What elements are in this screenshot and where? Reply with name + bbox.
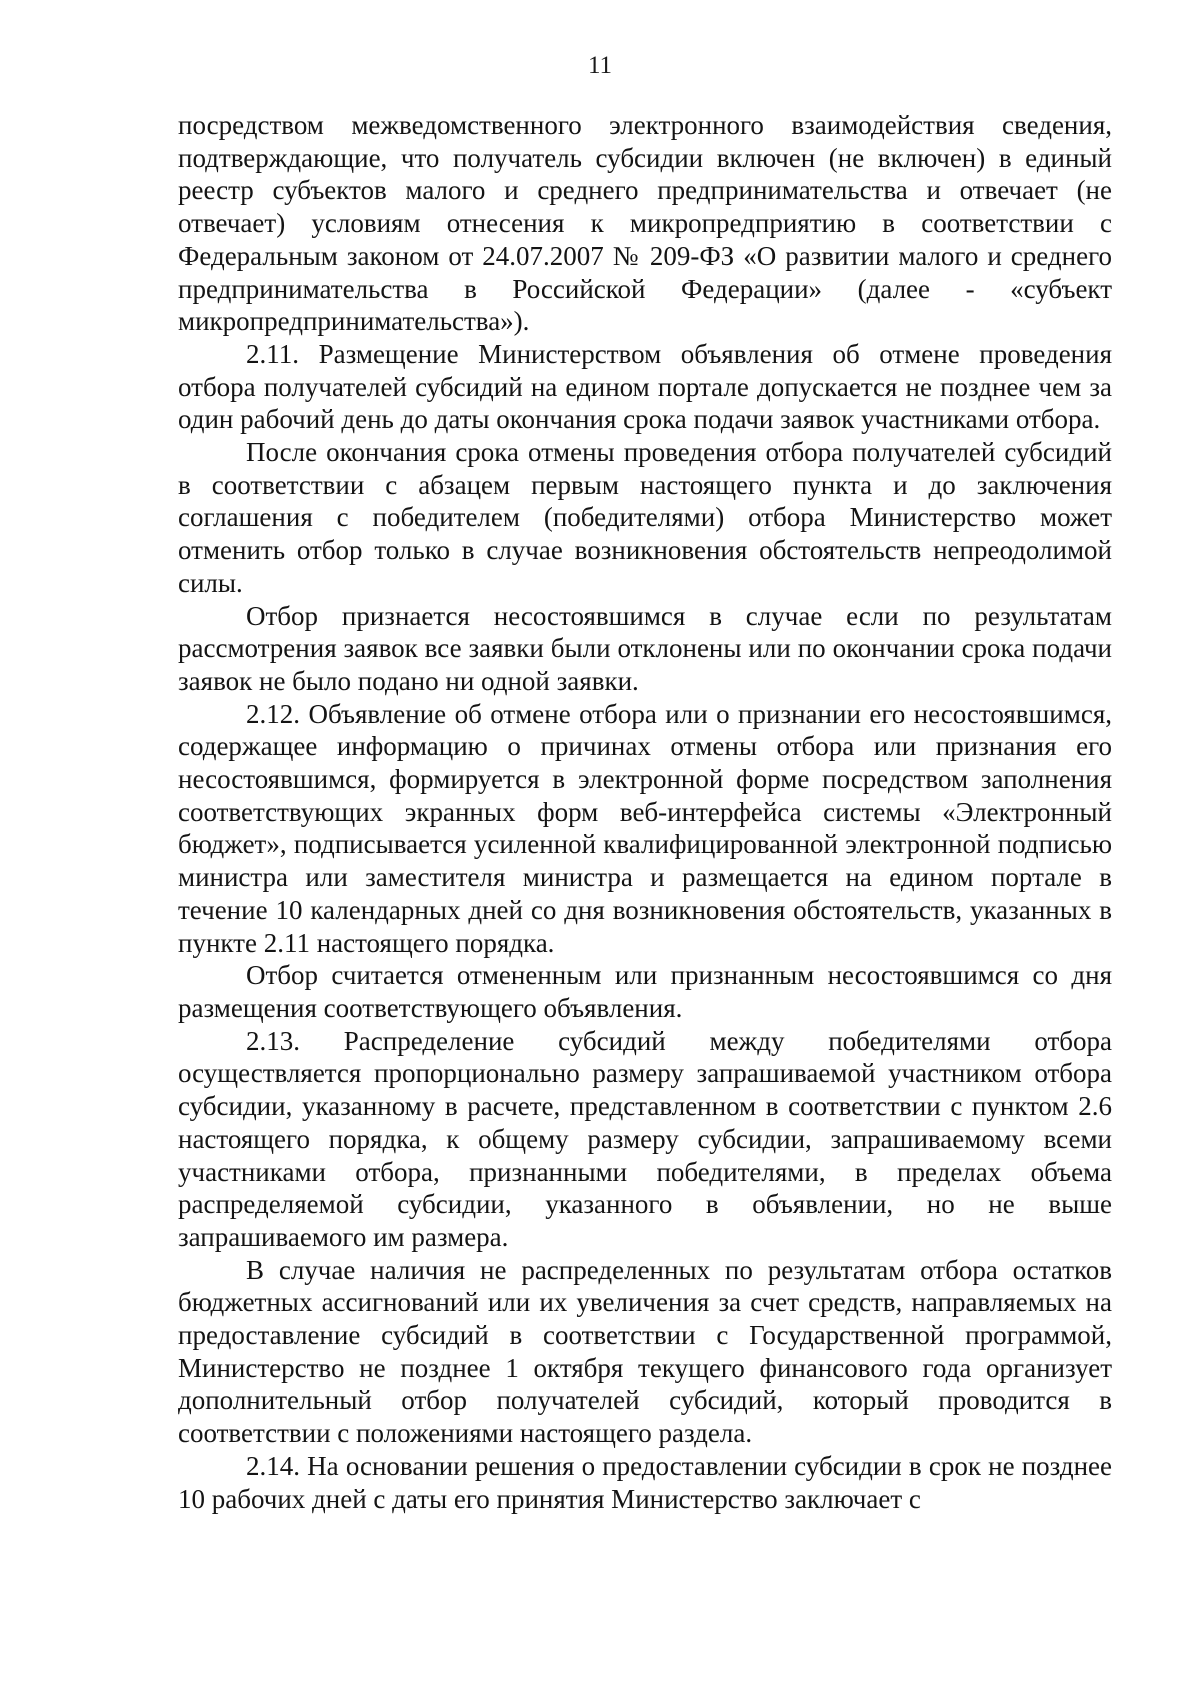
paragraph-clause-2-13: 2.13. Распределение субсидий между победителями отбора осуществляется пропорционально размеру запрашиваемой участником отбора субсидии, указанному в расчете, представленном в соответствии с пунктом 2.6 настоящего порядка, к общему размеру субсидии, запрашиваемому всеми участниками отбора, признанными победителями, в пределах объема распределяемой субсидии, указанного в объявлении, но не выше запрашиваемого им размера. — [178, 1025, 1112, 1252]
document-body — [178, 109, 1112, 1515]
paragraph-clause-2-14: 2.14. На основании решения о предоставлении субсидии в срок не позднее 10 рабочих дней с даты его принятия Министерство заключает с — [178, 1450, 1112, 1514]
paragraph-selection-cancelled-date: Отбор считается отмененным или признанным несостоявшимся со дня размещения соответствующего объявления. — [178, 960, 1112, 1023]
page-number: 11 — [587, 52, 613, 79]
paragraph-cancellation-after-deadline: После окончания срока отмены проведения отбора получателей субсидий в соответствии с абзацем первым настоящего пункта и до заключения соглашения с победителем (победителями) отбора Министерство может отменить отбор только в случае возникновения обстоятельств непреодолимой силы. — [178, 437, 1112, 598]
paragraph-additional-selection: В случае наличия не распределенных по результатам отбора остатков бюджетных ассигнований или их увеличения за счет средств, направляемых на предоставление субсидий в соответствии с Государственной программой, Министерство не позднее 1 октября текущего финансового года организует дополнительный отбор получателей субсидий, который проводится в соответствии с положениями настоящего раздела. — [178, 1254, 1112, 1449]
paragraph-clause-2-11: 2.11. Размещение Министерством объявления об отмене проведения отбора получателей субсидий на едином портале допускается не позднее чем за один рабочий день до даты окончания срока подачи заявок участниками отбора. — [178, 338, 1112, 435]
paragraph-selection-failed: Отбор признается несостоявшимся в случае если по результатам рассмотрения заявок все заявки были отклонены или по окончании срока подачи заявок не было подано ни одной заявки. — [178, 600, 1112, 696]
paragraph-clause-2-12: 2.12. Объявление об отмене отбора или о признании его несостоявшимся, содержащее информацию о причинах отмены отбора или признания его несостоявшимся, формируется в электронной форме посредством заполнения соответствующих экранных форм веб-интерфейса системы «Электронный бюджет», подписывается усиленной квалифицированной электронной подписью министра или заместителя министра и размещается на едином портале в течение 10 календарных дней со дня возникновения обстоятельств, указанных в пункте 2.11 настоящего порядка. — [178, 698, 1112, 958]
paragraph-continuation: посредством межведомственного электронного взаимодействия сведения, подтверждающие, что получатель субсидии включен (не включен) в единый реестр субъектов малого и среднего предпринимательства и отвечает (не отвечает) условиям отнесения к микропредприятию в соответствии с Федеральным законом от 24.07.2007 № 209-ФЗ «О развитии малого и среднего предпринимательства в Российской Федерации» (далее - «субъект микропредпринимательства»). — [178, 110, 1112, 337]
